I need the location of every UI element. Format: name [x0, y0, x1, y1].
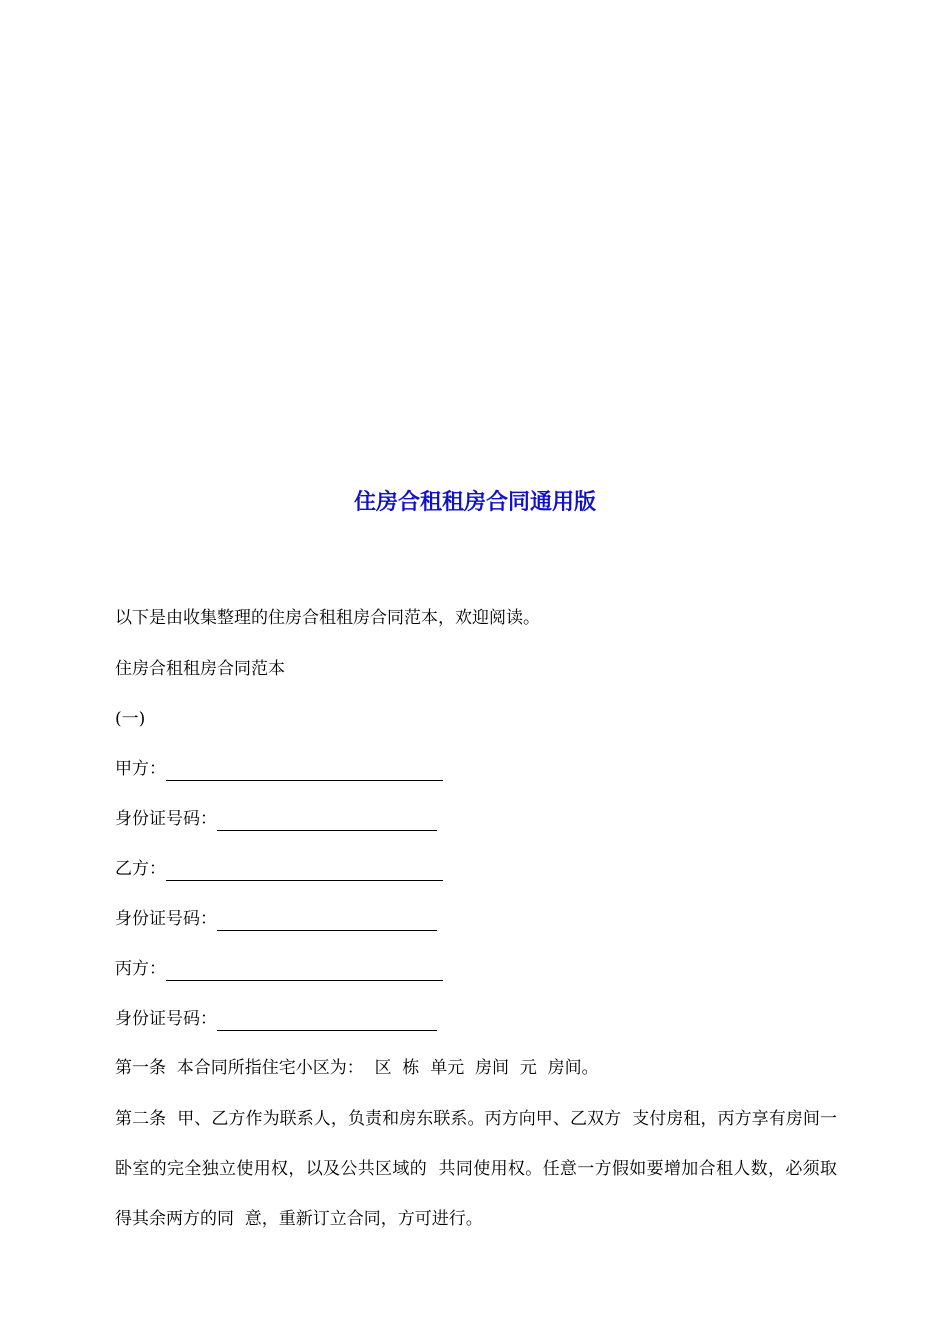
article-2: 第二条 甲、乙方作为联系人，负责和房东联系。丙方向甲、乙双方 支付房租，丙方享有房间一卧室的完全独立使用权，以及公共区域的 共同使用权。任意一方假如要增加合租人数，必须取得其余两方的同 意，重新订立合同，方可进行。	[115, 1109, 837, 1229]
party-c-label: 丙方：	[115, 959, 166, 979]
party-b-id-label: 身份证号码：	[115, 909, 217, 929]
party-a-blank[interactable]	[166, 763, 443, 781]
party-a-id-blank[interactable]	[217, 813, 437, 831]
article-1: 第一条 本合同所指住宅小区为： 区 栋 单元 房间 元 房间。	[115, 1058, 599, 1078]
party-b-blank[interactable]	[166, 863, 443, 881]
contract-subtitle: 住房合租租房合同范本	[115, 659, 285, 679]
party-c-id-blank[interactable]	[217, 1013, 437, 1031]
section-number: (一)	[115, 709, 146, 729]
party-b-id-field	[115, 907, 437, 931]
party-a-id-field	[115, 807, 437, 831]
party-c-blank[interactable]	[166, 963, 443, 981]
party-b-field	[115, 857, 443, 881]
party-c-id-field	[115, 1007, 437, 1031]
party-a-id-label: 身份证号码：	[115, 809, 217, 829]
party-c-field	[115, 957, 443, 981]
party-b-label: 乙方：	[115, 859, 166, 879]
party-a-field	[115, 757, 443, 781]
party-a-label: 甲方：	[115, 759, 166, 779]
document-title: 住房合租租房合同通用版	[353, 490, 596, 515]
party-c-id-label: 身份证号码：	[115, 1009, 217, 1029]
intro-text: 以下是由收集整理的住房合租租房合同范本，欢迎阅读。	[115, 608, 540, 628]
party-b-id-blank[interactable]	[217, 913, 437, 931]
